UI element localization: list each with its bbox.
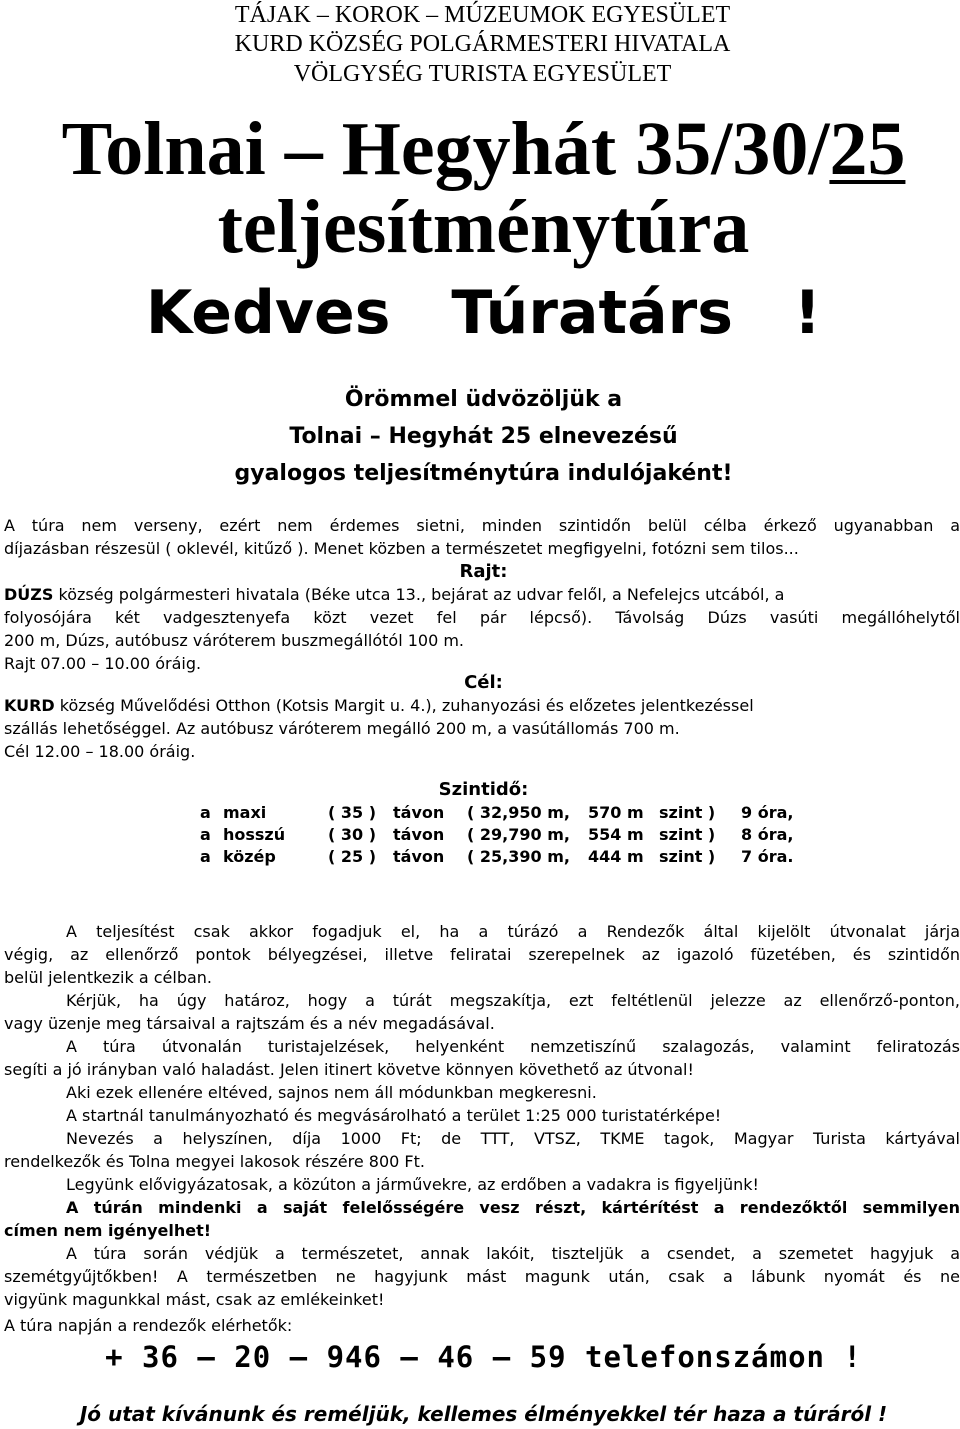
title-underlined-distance: 25 — [829, 107, 906, 191]
organizer-line-2: KURD KÖZSÉG POLGÁRMESTERI HIVATALA — [234, 31, 731, 57]
row-route-name: hosszú — [223, 825, 286, 844]
rules-p1-line-1: A teljesítést csak akkor fogadjuk el, ha a túrázó a Rendezők által kijelölt útvonalat járja — [66, 922, 960, 941]
row-km: ( 30 ) — [328, 825, 377, 844]
row-hours: 9 óra, — [741, 803, 794, 822]
row-distance: ( 32,950 m, — [467, 803, 570, 822]
row-article: a — [200, 825, 211, 844]
start-heading: Rajt: — [459, 561, 508, 582]
row-distance: ( 25,390 m, — [467, 847, 570, 866]
row-article: a — [200, 803, 211, 822]
time-limit-row — [0, 824, 960, 846]
time-limit-heading: Szintidő: — [438, 779, 529, 800]
rules-p3-line-2: segíti a jó irányban való haladást. Jelen itinert követve könnyen követhető az útvonal! — [4, 1060, 694, 1079]
rules-p9-line-1: A túra során védjük a természetet, annak lakóit, tiszteljük a csendet, a szemetet hagyjuk a — [66, 1244, 960, 1263]
rules-p8-line-1: A túrán mindenki a saját felelősségére vesz részt, kártérítést a rendezőktől semmilyen — [66, 1198, 960, 1217]
finish-line-2: szállás lehetőséggel. Az autóbusz váróterem megálló 200 m, a vasútállomás 700 m. — [4, 719, 680, 738]
organizer-line-1: TÁJAK – KOROK – MÚZEUMOK EGYESÜLET — [234, 2, 731, 28]
intro-line-1: A túra nem verseny, ezért nem érdemes sietni, minden szintidőn belül célba érkező ugyanabban a — [4, 516, 960, 535]
time-limit-row — [0, 846, 960, 868]
row-hours: 7 óra. — [741, 847, 794, 866]
welcome-line-1: Örömmel üdvözöljük a — [344, 387, 623, 412]
start-time: Rajt 07.00 – 10.00 óráig. — [4, 654, 202, 673]
document-subtitle: teljesítménytúra — [217, 185, 750, 269]
contact-intro: A túra napján a rendezők elérhetők: — [4, 1316, 293, 1335]
welcome-line-3: gyalogos teljesítménytúra indulójaként! — [234, 461, 733, 486]
time-limit-table — [0, 802, 960, 872]
organizer-line-3: VÖLGYSÉG TURISTA EGYESÜLET — [293, 61, 672, 87]
time-limit-row — [0, 802, 960, 824]
row-word: távon — [393, 825, 445, 844]
row-route-name: közép — [223, 847, 276, 866]
rules-p5: A startnál tanulmányozható és megvásárolható a terület 1:25 000 turistatérképe! — [66, 1106, 722, 1125]
phone-number: + 36 – 20 – 946 – 46 – 59 telefonszámon ! — [105, 1340, 862, 1374]
start-line-1 — [4, 584, 960, 606]
rules-p1-line-3: belül jelentkezik a célban. — [4, 968, 213, 987]
rules-p6-line-2: rendelkezők és Tolna megyei lakosok részére 800 Ft. — [4, 1152, 425, 1171]
rules-p6-line-1: Nevezés a helyszínen, díja 1000 Ft; de TTT, VTSZ, TKME tagok, Magyar Turista kártyával — [66, 1129, 960, 1148]
rules-p2-line-2: vagy üzenje meg társaival a rajtszám és a név megadásával. — [4, 1014, 495, 1033]
rules-p2-line-1: Kérjük, ha úgy határoz, hogy a túrát megszakítja, ezt feltétlenül jelezze az ellenőrző-ponton, — [66, 991, 960, 1010]
finish-place: KURD — [4, 696, 55, 715]
title-main: Tolnai – Hegyhát 35/30/ — [61, 107, 830, 191]
row-elevation-label: szint ) — [659, 825, 716, 844]
row-article: a — [200, 847, 211, 866]
start-address: község polgármesteri hivatala (Béke utca 13., bejárat az udvar felől, a Nefelejcs utcából, a — [53, 585, 785, 604]
row-route-name: maxi — [223, 803, 267, 822]
rules-p1-line-2: végig, az ellenőrző pontok bélyegzései, illetve feliratai szerepelnek az igazoló füzetében, és szintidőn — [4, 945, 960, 964]
row-word: távon — [393, 847, 445, 866]
row-elevation: 570 m — [588, 803, 644, 822]
row-km: ( 25 ) — [328, 847, 377, 866]
finish-address: község Művelődési Otthon (Kotsis Margit u. 4.), zuhanyozási és előzetes jelentkezéssel — [54, 696, 754, 715]
row-distance: ( 29,790 m, — [467, 825, 570, 844]
farewell-text: Jó utat kívánunk és reméljük, kellemes élményekkel tér haza a túráról ! — [79, 1402, 888, 1426]
row-km: ( 35 ) — [328, 803, 377, 822]
rules-p9-line-2: szemétgyűjtőkben! A természetben ne hagyjunk mást magunk után, csak a lábunk nyomát és ne — [4, 1267, 960, 1286]
rules-p9-line-3: vigyünk magunkkal mást, csak az emlékeinket! — [4, 1290, 385, 1309]
greeting-heading: Kedves Túratárs ! — [145, 278, 822, 348]
row-elevation: 444 m — [588, 847, 644, 866]
finish-heading: Cél: — [464, 672, 503, 693]
start-line-2: folyosójára két vadgesztenyefa közt vezet fel pár lépcső). Távolság Dúzs vasúti megállóhelytől — [4, 608, 960, 627]
rules-p8-line-2: címen nem igényelhet! — [4, 1221, 212, 1240]
intro-line-2: díjazásban részesül ( oklevél, kitűző ). Menet közben a természetet megfigyelni, fotózni sem tilos... — [4, 539, 799, 558]
start-line-3: 200 m, Dúzs, autóbusz váróterem buszmegállótól 100 m. — [4, 631, 465, 650]
rules-p7: Legyünk elővigyázatosak, a közúton a járművekre, az erdőben a vadakra is figyeljünk! — [66, 1175, 759, 1194]
row-elevation-label: szint ) — [659, 803, 716, 822]
rules-p4: Aki ezek ellenére eltéved, sajnos nem áll módunkban megkeresni. — [66, 1083, 597, 1102]
finish-line-1 — [4, 695, 960, 717]
welcome-line-2: Tolnai – Hegyhát 25 elnevezésű — [289, 424, 678, 449]
row-word: távon — [393, 803, 445, 822]
start-place: DÚZS — [4, 585, 54, 604]
row-hours: 8 óra, — [741, 825, 794, 844]
row-elevation-label: szint ) — [659, 847, 716, 866]
rules-p3-line-1: A túra útvonalán turistajelzések, helyenként nemzetiszínű szalagozás, valamint feliratozás — [66, 1037, 960, 1056]
row-elevation: 554 m — [588, 825, 644, 844]
finish-time: Cél 12.00 – 18.00 óráig. — [4, 742, 196, 761]
document-title — [0, 107, 960, 191]
